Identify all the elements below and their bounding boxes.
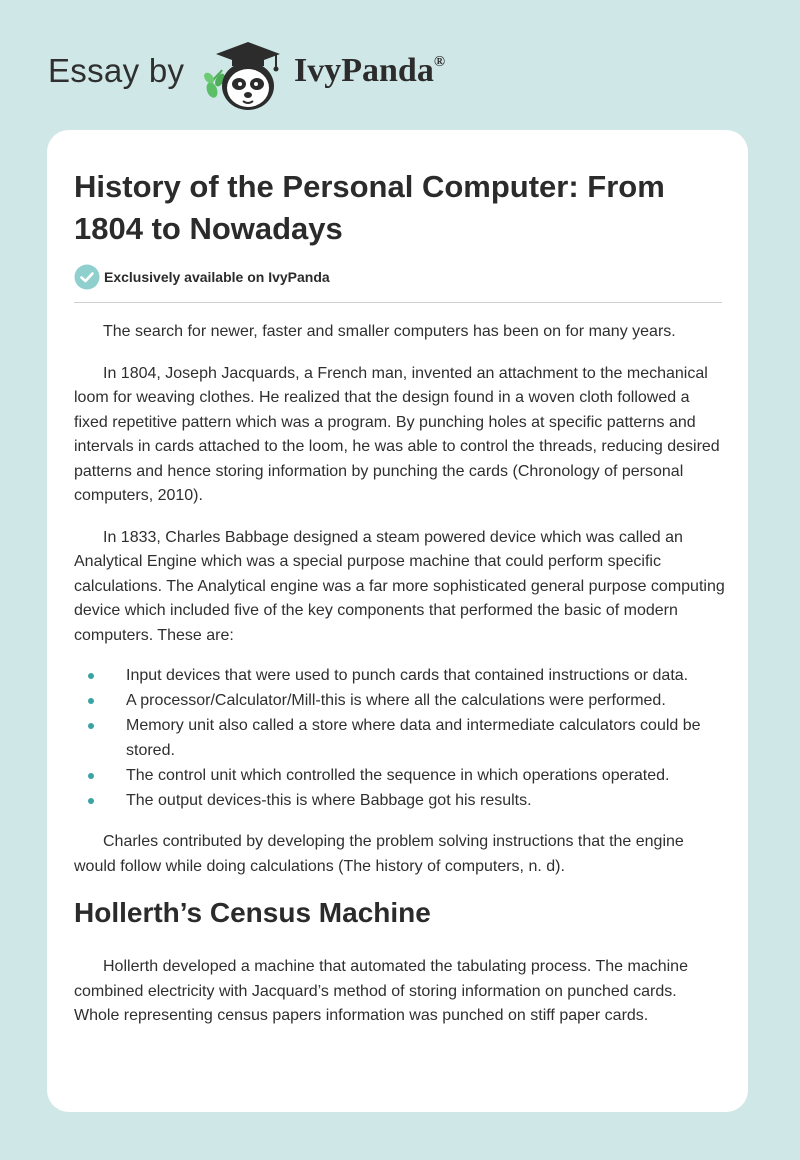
paragraph: Hollerth developed a machine that automated the tabulating process. The machine combined electricity with Jacquard’s method of storing information on punched cards. Whole representing census papers information was punched on stiff paper cards. <box>74 958 688 1024</box>
paragraph: In 1804, Joseph Jacquards, a French man, invented an attachment to the mechanical loom for weaving clothes. He realized that the design found in a woven cloth followed a fixed repetitive pattern which was a program. By punching holes at specific patterns and intervals in cards attached to the loom, he was able to control the threads, reducing desired patterns and hence storing information by punching the cards (Chronology of personal computers, 2010). <box>74 364 720 504</box>
site-header <box>48 30 548 120</box>
list-item: The output devices-this is where Babbage got his results. <box>74 789 726 814</box>
paragraph: Charles contributed by developing the problem solving instructions that the engine would follow while doing calculations (The history of computers, n. d). <box>74 833 684 875</box>
list-item: The control unit which controlled the sequence in which operations operated. <box>74 764 726 789</box>
essay-card <box>47 130 748 1112</box>
paragraph: The search for newer, faster and smaller computers has been on for many years. <box>103 323 676 340</box>
registered-mark: ® <box>433 54 446 70</box>
essay-by-label: Essay by <box>48 52 185 89</box>
check-circle-icon <box>74 264 100 290</box>
section-heading: Hollerth’s Census Machine <box>74 897 431 928</box>
bullet-icon <box>88 673 94 679</box>
bullet-icon <box>88 798 94 804</box>
bullet-icon <box>88 723 94 729</box>
exclusive-label: Exclusively available on IvyPanda <box>104 269 330 285</box>
page-title: History of the Personal Computer: From 1804 to Nowadays <box>74 169 665 246</box>
list-item: Input devices that were used to punch cards that contained instructions or data. <box>74 664 726 689</box>
brand-name[interactable]: IvyPanda® <box>294 52 446 89</box>
bullet-icon <box>88 698 94 704</box>
list-item: A processor/Calculator/Mill-this is where all the calculations were performed. <box>74 689 726 714</box>
bullet-icon <box>88 773 94 779</box>
panda-logo-icon[interactable] <box>200 34 286 114</box>
component-list <box>74 664 726 813</box>
list-item: Memory unit also called a store where data and intermediate calculators could be stored. <box>74 714 726 763</box>
exclusive-badge <box>74 264 714 290</box>
essay-body <box>74 320 726 1046</box>
divider <box>74 302 722 303</box>
paragraph: In 1833, Charles Babbage designed a steam powered device which was called an Analytical Engine which was a special purpose machine that could perform specific calculations. The Analytical engine was a far more sophisticated general purpose computing device which included five of the key components that performed the basic of modern computers. These are: <box>74 528 725 644</box>
